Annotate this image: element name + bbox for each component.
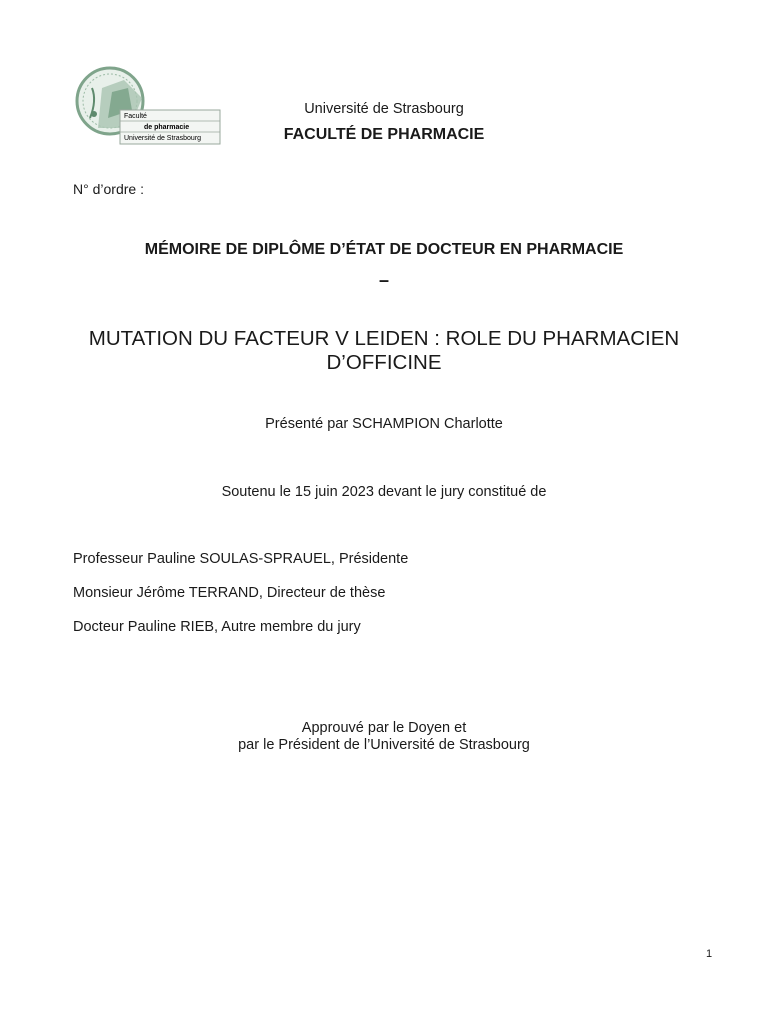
logo-text-line1: Faculté <box>124 113 147 120</box>
jury-member: Professeur Pauline SOULAS-SPRAUEL, Présidente <box>73 551 409 567</box>
university-name: Université de Strasbourg <box>304 101 464 117</box>
approval-statement <box>0 720 768 754</box>
logo-text-line3: Université de Strasbourg <box>124 135 202 142</box>
faculty-name: FACULTÉ DE PHARMACIE <box>283 126 485 143</box>
heading-dash: – <box>378 270 389 290</box>
defense-date: Soutenu le 15 juin 2023 devant le jury constitué de <box>221 484 547 500</box>
page-number: 1 <box>706 948 713 960</box>
presented-by: Présenté par SCHAMPION Charlotte <box>265 416 503 432</box>
jury-member: Docteur Pauline RIEB, Autre membre du jury <box>73 619 361 635</box>
thesis-title-line1: MUTATION DU FACTEUR V LEIDEN : ROLE DU PHARMACIEN <box>88 327 680 350</box>
thesis-title <box>0 327 768 375</box>
thesis-title-line2: D’OFFICINE <box>326 351 442 374</box>
approval-line1: Approuvé par le Doyen et <box>301 720 467 736</box>
memoire-heading: MÉMOIRE DE DIPLÔME D’ÉTAT DE DOCTEUR EN PHARMACIE <box>144 241 624 258</box>
approval-line2: par le Président de l’Université de Strasbourg <box>238 737 530 753</box>
logo-text-line2: de pharmacie <box>144 124 190 131</box>
order-number-label: N° d’ordre : <box>73 181 144 197</box>
jury-member: Monsieur Jérôme TERRAND, Directeur de thèse <box>73 585 386 601</box>
